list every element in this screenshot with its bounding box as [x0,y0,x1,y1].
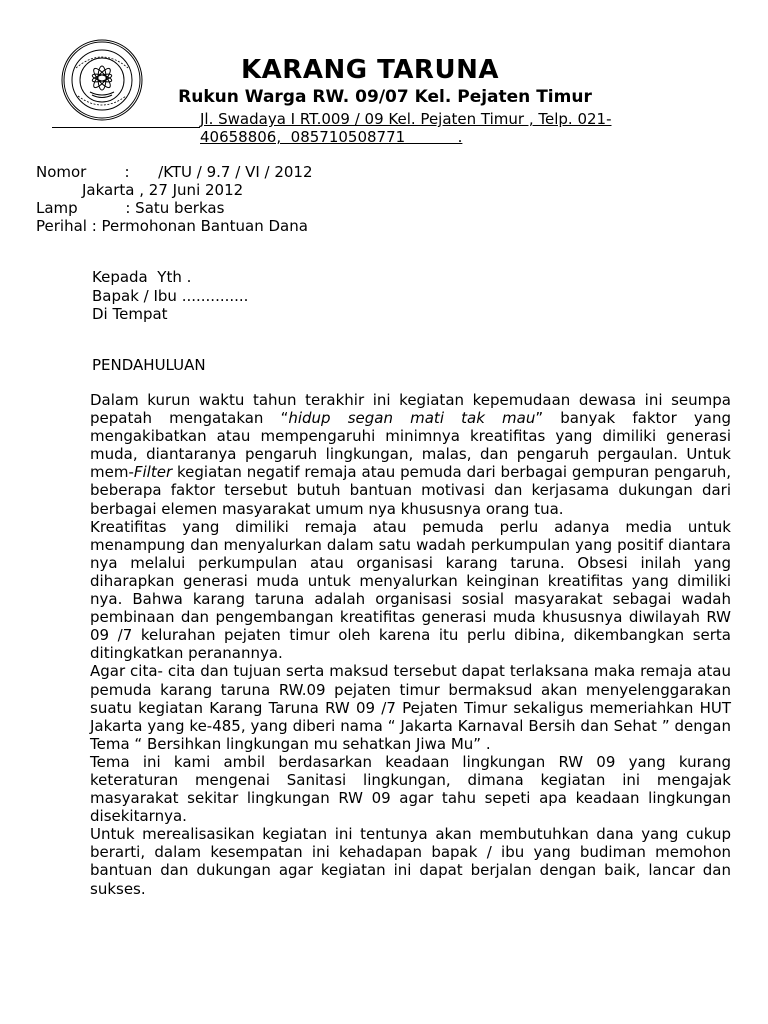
body-paragraph: Dalam kurun waktu tahun terakhir ini kegiatan kepemudaan dewasa ini seumpa pepatah mengatakan “hidup segan mati tak mau” banyak faktor yang mengakibatkan atau mempengaruhi minimnya kreatifitas yang dimiliki generasi muda, diantaranya pengaruh lingkungan, malas, dan pengaruh pergaulan. Untuk mem-Filter kegiatan negatif remaja atau pemuda dari berbagai gempuran pengaruh, beberapa faktor tersebut butuh bantuan motivasi dan kerjasama dukungan dari berbagai elemen masyarakat umum nya khususnya orang tua. [90,391,731,518]
letter-date: Jakarta , 27 Juni 2012 [82,181,244,199]
recipient-salutation: Kepada Yth . [92,268,192,286]
letter-body [90,391,731,898]
seal-flower-emblem [90,66,114,98]
body-paragraph: Kreatifitas yang dimiliki remaja atau pemuda perlu adanya media untuk menampung dan menyalurkan dalam satu wadah perkumpulan yang positif diantara nya melalui perkumpulan atau organisasi karang taruna. Obsesi inilah yang diharapkan generasi muda untuk menyalurkan keinginan kreatifitas yang dimiliki nya. Bahwa karang taruna adalah organisasi sosial masyarakat sebagai wadah pembinaan dan pengembangan kreatifitas generasi muda khususnya diwilayah RW 09 /7 kelurahan pejaten timur oleh karena itu perlu dibina, dikembangkan serta ditingkatkan peranannya. [90,517,731,663]
seal-inner-ring [72,50,132,110]
letterhead-divider [52,127,200,128]
body-paragraph: Agar cita- cita dan tujuan serta maksud tersebut dapat terlaksana maka remaja atau pemuda karang taruna RW.09 pejaten timur bermaksud akan menyelenggarakan suatu kegiatan Karang Taruna RW 09 /7 Pejaten Timur sekaligus memeriahkan HUT Jakarta yang ke-485, yang diberi nama “ Jakarta Karnaval Bersih dan Sehat ” dengan Tema “ Bersihkan lingkungan mu sehatkan Jiwa Mu” . [90,662,731,753]
organization-subtitle: Rukun Warga RW. 09/07 Kel. Pejaten Timur [178,87,592,107]
address-line-2: 40658806, 085710508771 . [200,128,463,146]
letter-subject: Perihal : Permohonan Bantuan Dana [36,217,308,235]
address-line-1: Jl. Swadaya I RT.009 / 09 Kel. Pejaten Timur , Telp. 021- [200,110,612,128]
body-paragraph: Untuk merealisasikan kegiatan ini tentunya akan membutuhkan dana yang cukup berarti, dalam kesempatan ini kehadapan bapak / ibu yang budiman memohon bantuan dan dukungan agar kegiatan ini dapat berjalan dengan baik, lancar dan sukses. [90,825,731,898]
organization-name: KARANG TARUNA [241,55,499,85]
recipient-place: Di Tempat [92,305,168,323]
letter-attachment: Lamp : Satu berkas [36,199,225,217]
section-heading: PENDAHULUAN [92,356,206,374]
letter-number: Nomor : /KTU / 9.7 / VI / 2012 [36,163,313,181]
recipient-name: Bapak / Ibu .............. [92,286,249,305]
recipient-block [92,268,248,324]
seal-scalloped-edge [62,40,142,120]
body-paragraph: Tema ini kami ambil berdasarkan keadaan lingkungan RW 09 yang kurang keteraturan mengenai Sanitasi lingkungan, dimana kegiatan ini mengajak masyarakat sekitar lingkungan RW 09 agar tahu sepeti apa keadaan lingkungan disekitarnya. [90,752,731,826]
karang-taruna-seal-logo [50,38,154,122]
